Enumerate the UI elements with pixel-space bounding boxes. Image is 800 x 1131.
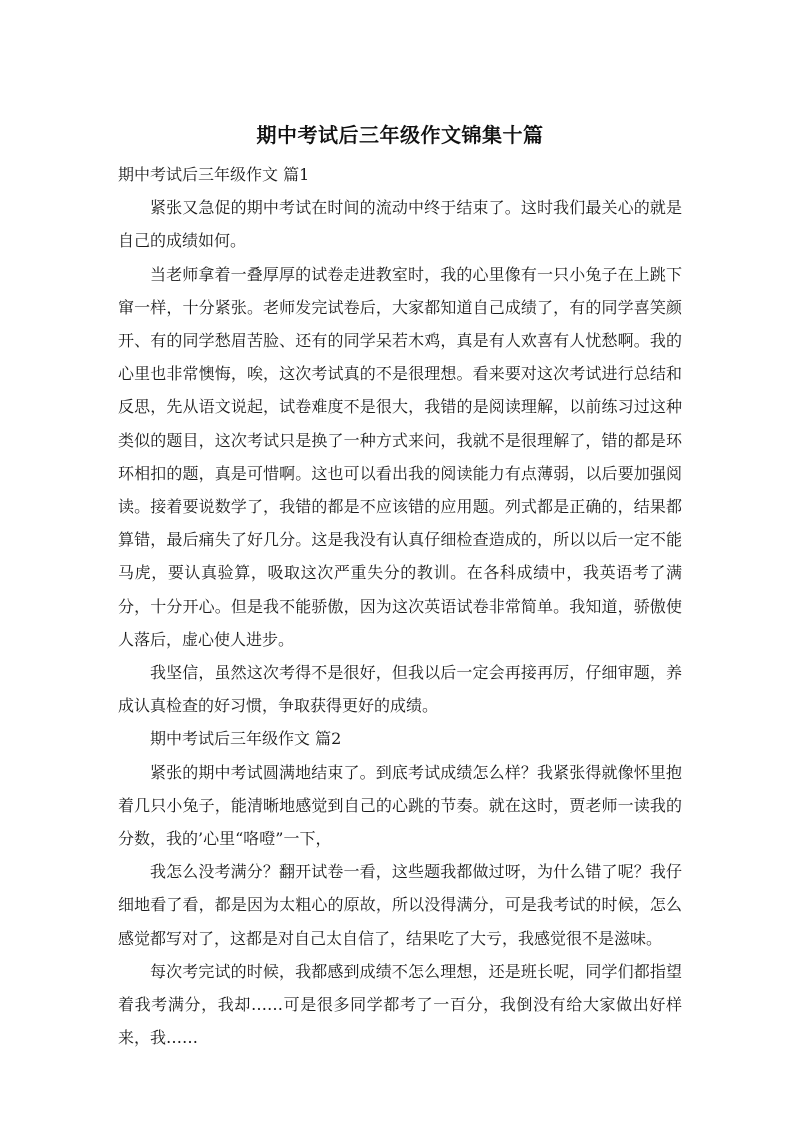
document-title: 期中考试后三年级作文锦集十篇 [256,123,544,147]
paragraph: 我坚信，虽然这次考得不是很好，但我以后一定会再接再厉，仔细审题，养成认真检查的好习惯，争取获得更好的成绩。 [118,663,682,716]
section-heading-2: 期中考试后三年级作文 篇2 [150,729,342,749]
section-heading-1: 期中考试后三年级作文 篇1 [118,165,310,184]
document-body [118,158,682,1054]
paragraph: 紧张又急促的期中考试在时间的流动中终于结束了。这时我们最关心的就是自己的成绩如何。 [118,198,682,251]
paragraph: 紧张的期中考试圆满地结束了。到底考试成绩怎么样？我紧张得就像怀里抱着几只小兔子，能清晰地感觉到自己的心跳的节奏。就在这时，贾老师一读我的分数，我的’心里“咯噔”一下， [118,762,682,849]
paragraph: 每次考完试的时候，我都感到成绩不怎么理想，还是班长呢，同学们都指望着我考满分，我却……可是很多同学都考了一百分，我倒没有给大家做出好样来，我…… [118,961,682,1048]
paragraph: 当老师拿着一叠厚厚的试卷走进教室时，我的心里像有一只小兔子在上跳下窜一样，十分紧张。老师发完试卷后，大家都知道自己成绩了，有的同学喜笑颜开、有的同学愁眉苦脸、还有的同学呆若木鸡，真是有人欢喜有人忧愁啊。我的心里也非常懊悔，唉，这次考试真的不是很理想。看来要对这次考试进行总结和反思，先从语文说起，试卷难度不是很大，我错的是阅读理解，以前练习过这种类似的题目，这次考试只是换了一种方式来问，我就不是很理解了，错的都是环环相扣的题，真是可惜啊。这也可以看出我的阅读能力有点薄弱，以后要加强阅读。接着要说数学了，我错的都是不应该错的应用题。列式都是正确的，结果都算错，最后痛失了好几分。这是我没有认真仔细检查造成的，所以以后一定不能马虎，要认真验算，吸取这次严重失分的教训。在各科成绩中，我英语考了满分，十分开心。但是我不能骄傲，因为这次英语试卷非常简单。我知道，骄傲使人落后，虚心使人进步。 [118,264,682,649]
paragraph: 我怎么没考满分？翻开试卷一看，这些题我都做过呀，为什么错了呢？我仔细地看了看，都是因为太粗心的原故，所以没得满分，可是我考试的时候，怎么感觉都写对了，这都是对自己太自信了，结果吃了大亏，我感觉很不是滋味。 [118,862,682,948]
